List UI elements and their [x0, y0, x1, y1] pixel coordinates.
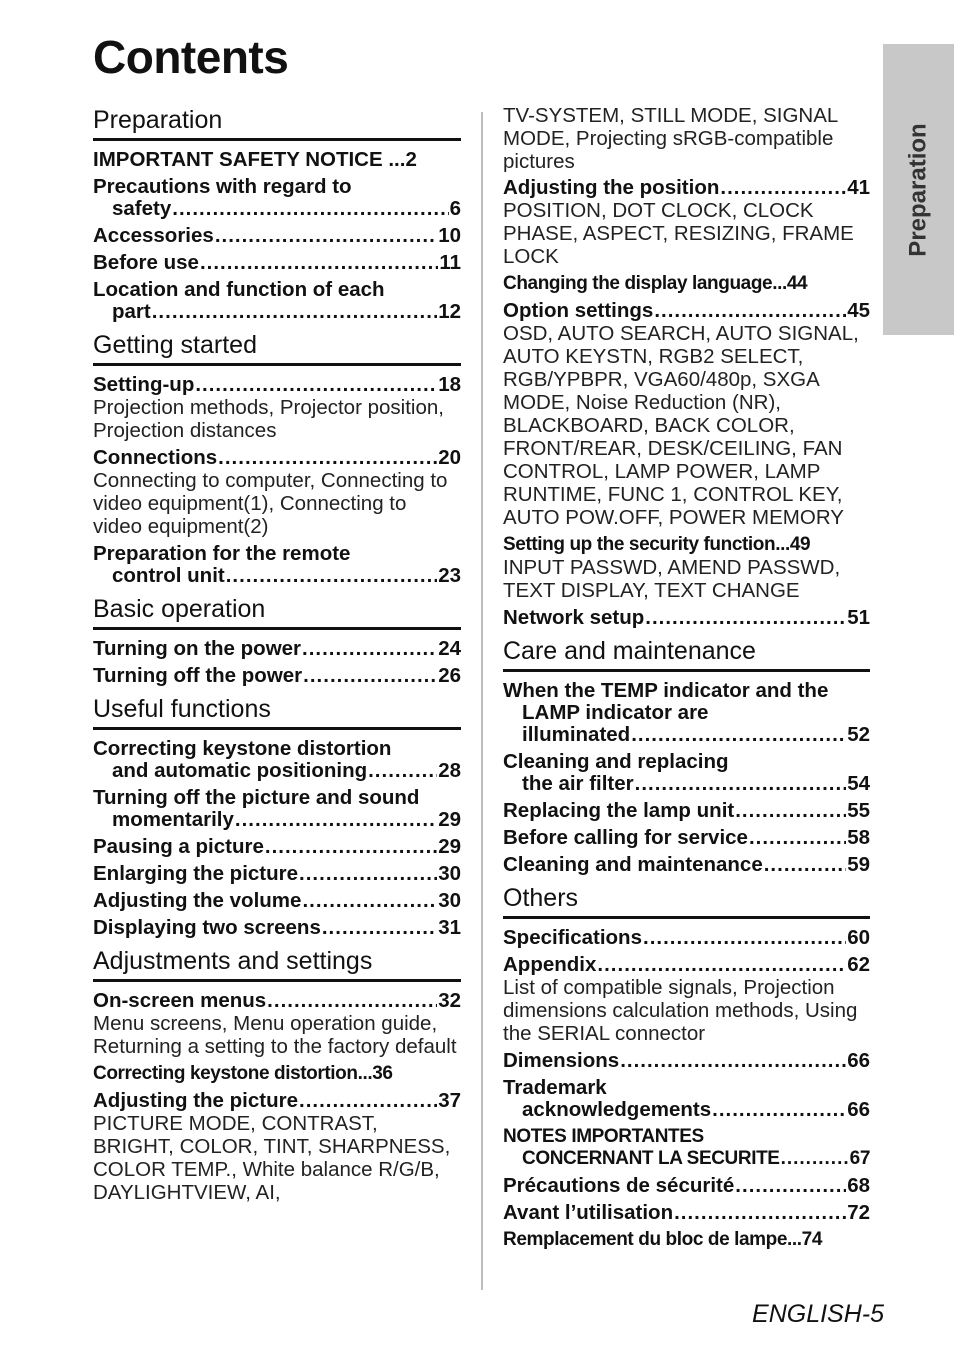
- toc-entry[interactable]: [503, 1050, 870, 1072]
- toc-entry-line: [93, 374, 461, 396]
- toc-entry-title: Precautions with regard to: [93, 175, 352, 198]
- toc-entry-title: Correcting keystone distortion: [93, 737, 392, 760]
- dot-leader: [302, 890, 437, 912]
- toc-section: [93, 104, 461, 323]
- toc-entry-title: Enlarging the picture: [93, 862, 299, 885]
- toc-entry-title: Setting up the security function...49: [503, 534, 811, 555]
- toc-entry-line: [503, 827, 870, 849]
- toc-entry-title: Displaying two screens: [93, 916, 321, 939]
- dot-leader: [781, 1148, 849, 1170]
- toc-entry[interactable]: [503, 751, 870, 795]
- toc-entry-line: [503, 177, 870, 199]
- toc-entry-title: Connections: [93, 446, 218, 469]
- toc-entry-title: Changing the display language...44: [503, 273, 808, 294]
- toc-page-number: 41: [847, 176, 870, 199]
- toc-entry[interactable]: [503, 927, 870, 949]
- dot-leader: [218, 447, 437, 469]
- toc-entry-title: CONCERNANT LA SECURITE: [522, 1148, 780, 1169]
- dot-leader: [645, 607, 846, 629]
- toc-entry[interactable]: [93, 1090, 461, 1204]
- toc-entry-line: [93, 1090, 461, 1112]
- toc-page-number: 29: [438, 835, 461, 858]
- toc-entry-title: Preparation for the remote: [93, 542, 351, 565]
- toc-entry-line: [503, 773, 870, 795]
- toc-page-number: 51: [847, 606, 870, 629]
- dot-leader: [631, 724, 846, 746]
- toc-page-number: 31: [438, 916, 461, 939]
- toc-entry-title: Specifications: [503, 926, 642, 949]
- toc-section: [93, 693, 461, 939]
- toc-entry-line: [503, 1050, 870, 1072]
- toc-entry-line: [503, 1099, 870, 1121]
- toc-entry-line: [93, 565, 461, 587]
- toc-page-number: 24: [438, 637, 461, 660]
- dot-leader: [195, 374, 437, 396]
- dot-leader: [643, 927, 846, 949]
- toc-entry[interactable]: [93, 447, 461, 538]
- toc-entry[interactable]: [503, 1077, 870, 1121]
- toc-page-number: 37: [438, 1089, 461, 1112]
- dot-leader: [368, 760, 437, 782]
- toc-entry-title: Replacing the lamp unit: [503, 799, 735, 822]
- toc-entry-title: On-screen menus: [93, 989, 267, 1012]
- dot-leader: [749, 827, 846, 849]
- toc-entry-line: [503, 927, 870, 949]
- toc-page-number: 32: [438, 989, 461, 1012]
- toc-entry-title: Turning off the picture and sound: [93, 786, 420, 809]
- toc-entry-title: Remplacement du bloc de lampe...74: [503, 1229, 823, 1250]
- toc-entry-description: POSITION, DOT CLOCK, CLOCK PHASE, ASPECT, RESIZING, FRAME LOCK: [503, 199, 854, 268]
- page-footer: ENGLISH-5: [752, 1300, 884, 1328]
- toc-entry-title: the air filter: [522, 772, 634, 795]
- section-side-tab: [883, 44, 954, 335]
- toc-page-number: 67: [849, 1148, 870, 1169]
- toc-entry-line: [503, 273, 870, 295]
- toc-entry-title: Before use: [93, 251, 199, 274]
- toc-entry-description: PICTURE MODE, CONTRAST, BRIGHT, COLOR, TINT, SHARPNESS, COLOR TEMP., White balance R/G/B, DAYLIGHTVIEW, AI,: [93, 1112, 451, 1204]
- toc-entry-description: INPUT PASSWD, AMEND PASSWD, TEXT DISPLAY, TEXT CHANGE: [503, 556, 841, 602]
- toc-page-number: 54: [847, 772, 870, 795]
- toc-entry[interactable]: [503, 827, 870, 849]
- dot-leader: [172, 198, 448, 220]
- toc-entry[interactable]: [503, 534, 870, 602]
- toc-entry-line: [93, 198, 461, 220]
- toc-entry-title: Dimensions: [503, 1049, 620, 1072]
- continued-description: TV-SYSTEM, STILL MODE, SIGNAL MODE, Projecting sRGB-compatible pictures: [503, 104, 838, 173]
- toc-entry[interactable]: [93, 1063, 461, 1085]
- section-heading: Care and maintenance: [503, 635, 870, 672]
- toc-entry-title: Location and function of each: [93, 278, 385, 301]
- section-heading: Adjustments and settings: [93, 945, 461, 982]
- toc-entry-line: [93, 760, 461, 782]
- toc-entry[interactable]: [93, 252, 461, 274]
- toc-entry-title: LAMP indicator are: [522, 701, 709, 724]
- toc-entry[interactable]: [93, 787, 461, 831]
- toc-entry-line: [93, 638, 461, 660]
- section-heading: Basic operation: [93, 593, 461, 630]
- toc-entry-title: control unit: [112, 564, 225, 587]
- toc-entry-line: [93, 543, 461, 565]
- section-heading: Getting started: [93, 329, 461, 366]
- toc-entry-line: [93, 149, 461, 171]
- toc-entry-line: [93, 225, 461, 247]
- toc-entry-title: Option settings: [503, 299, 654, 322]
- dot-leader: [674, 1202, 846, 1224]
- toc-entry[interactable]: [93, 890, 461, 912]
- toc-page-number: 6: [449, 197, 461, 220]
- toc-entry-line: [503, 1148, 870, 1170]
- toc-page-number: 55: [847, 799, 870, 822]
- toc-entry[interactable]: [93, 738, 461, 782]
- toc-entry-line: [503, 1077, 870, 1099]
- toc-entry[interactable]: [93, 990, 461, 1058]
- left-column: [93, 104, 461, 1210]
- toc-entry-title: acknowledgements: [522, 1098, 712, 1121]
- toc-entry-line: [93, 252, 461, 274]
- dot-leader: [215, 225, 437, 247]
- toc-entry[interactable]: [503, 273, 870, 295]
- toc-page-number: 52: [847, 723, 870, 746]
- toc-entry-line: [503, 1202, 870, 1224]
- side-tab-label: Preparation: [904, 122, 932, 257]
- dot-leader: [267, 990, 437, 1012]
- toc-page-number: 10: [438, 224, 461, 247]
- toc-entry[interactable]: [503, 1175, 870, 1197]
- dot-leader: [764, 854, 846, 876]
- dot-leader: [152, 301, 437, 323]
- toc-entry[interactable]: [93, 279, 461, 323]
- dot-leader: [654, 300, 846, 322]
- toc-entry[interactable]: [503, 1229, 870, 1251]
- toc-entry[interactable]: [503, 300, 870, 529]
- dot-leader: [712, 1099, 846, 1121]
- dot-leader: [235, 809, 437, 831]
- toc-section: [503, 882, 870, 1251]
- toc-section: [93, 593, 461, 687]
- toc-entry-line: [503, 300, 870, 322]
- toc-entry-line: [503, 702, 870, 724]
- dot-leader: [299, 863, 437, 885]
- toc-entry-line: [93, 890, 461, 912]
- toc-entry-line: [93, 279, 461, 301]
- toc-entry-title: Adjusting the picture: [93, 1089, 298, 1112]
- toc-page-number: 30: [438, 889, 461, 912]
- toc-entry-title: Setting-up: [93, 373, 195, 396]
- toc-entry[interactable]: [503, 607, 870, 629]
- toc-entry[interactable]: [93, 176, 461, 220]
- section-heading: Useful functions: [93, 693, 461, 730]
- toc-entry-title: IMPORTANT SAFETY NOTICE ...2: [93, 148, 417, 171]
- toc-entry[interactable]: [503, 954, 870, 1045]
- toc-entry-title: Cleaning and maintenance: [503, 853, 763, 876]
- toc-page-number: 58: [847, 826, 870, 849]
- toc-entry-title: Cleaning and replacing: [503, 750, 729, 773]
- toc-entry-title: illuminated: [522, 723, 631, 746]
- toc-entry-line: [503, 680, 870, 702]
- toc-page-number: 59: [847, 853, 870, 876]
- toc-entry-line: [93, 917, 461, 939]
- toc-entry-title: Network setup: [503, 606, 645, 629]
- toc-entry[interactable]: [93, 149, 461, 171]
- toc-entry-title: safety: [112, 197, 172, 220]
- dot-leader: [226, 565, 437, 587]
- toc-entry-description: List of compatible signals, Projection dimensions calculation methods, Using the SERIAL connector: [503, 976, 858, 1045]
- toc-entry-title: Appendix: [503, 953, 597, 976]
- toc-entry-line: [503, 1229, 870, 1251]
- toc-entry-line: [93, 1063, 461, 1085]
- toc-page-number: 26: [438, 664, 461, 687]
- toc-section: [93, 329, 461, 587]
- toc-entry-title: and automatic positioning: [112, 759, 368, 782]
- toc-entry-description: Menu screens, Menu operation guide, Returning a setting to the factory default: [93, 1012, 457, 1058]
- toc-entry-line: [93, 836, 461, 858]
- toc-entry-line: [503, 751, 870, 773]
- toc-entry-title: Adjusting the position: [503, 176, 720, 199]
- toc-entry[interactable]: [93, 917, 461, 939]
- toc-entry-title: Correcting keystone distortion...36: [93, 1063, 393, 1084]
- toc-entry-title: NOTES IMPORTANTES: [503, 1126, 704, 1147]
- toc-entry[interactable]: [503, 177, 870, 268]
- toc-entry-description: OSD, AUTO SEARCH, AUTO SIGNAL, AUTO KEYSTN, RGB2 SELECT, RGB/YPBPR, VGA60/480p, SXGA MODE, Noise Reduction (NR), BLACKBOARD, BACK COLOR, FRONT/REAR, DESK/CEILING, FAN CONTROL, LAMP POWER, LAMP RUNTIME, FUNC 1, CONTROL KEY, AUTO POW.OFF, POWER MEMORY: [503, 322, 859, 529]
- toc-entry-title: part: [112, 300, 151, 323]
- toc-entry[interactable]: [93, 665, 461, 687]
- dot-leader: [620, 1050, 846, 1072]
- toc-entry-title: Pausing a picture: [93, 835, 264, 858]
- toc-page-number: 62: [847, 953, 870, 976]
- toc-entry[interactable]: [93, 863, 461, 885]
- toc-entry-title: Trademark: [503, 1076, 607, 1099]
- toc-entry[interactable]: [93, 374, 461, 442]
- toc-entry[interactable]: [503, 1126, 870, 1170]
- toc-section: [93, 945, 461, 1204]
- toc-entry-line: [503, 1175, 870, 1197]
- toc-section: [503, 177, 870, 629]
- toc-page-number: 29: [438, 808, 461, 831]
- toc-entry-line: [93, 447, 461, 469]
- toc-page-number: 68: [847, 1174, 870, 1197]
- toc-entry[interactable]: [503, 800, 870, 822]
- section-heading: Others: [503, 882, 870, 919]
- toc-entry-line: [93, 809, 461, 831]
- toc-entry-line: [503, 854, 870, 876]
- toc-page-number: 11: [439, 251, 461, 274]
- toc-page-number: 18: [438, 373, 461, 396]
- toc-entry-line: [503, 534, 870, 556]
- toc-entry-title: When the TEMP indicator and the: [503, 679, 829, 702]
- dot-leader: [635, 773, 847, 795]
- toc-entry[interactable]: [93, 225, 461, 247]
- toc-entry-title: Avant l’utilisation: [503, 1201, 674, 1224]
- dot-leader: [265, 836, 437, 858]
- toc-entry-title: momentarily: [112, 808, 234, 831]
- toc-entry-line: [503, 1126, 870, 1148]
- toc-entry[interactable]: [503, 854, 870, 876]
- toc-entry[interactable]: [503, 1202, 870, 1224]
- toc-entry-line: [503, 724, 870, 746]
- toc-entry[interactable]: [93, 543, 461, 587]
- toc-entry-line: [93, 301, 461, 323]
- toc-entry-description: Projection methods, Projector position, Projection distances: [93, 396, 444, 442]
- toc-entry[interactable]: [93, 836, 461, 858]
- toc-page-number: 66: [847, 1098, 870, 1121]
- toc-section: [503, 635, 870, 876]
- page-title: Contents: [93, 31, 289, 83]
- toc-entry-title: Before calling for service: [503, 826, 748, 849]
- dot-leader: [735, 800, 846, 822]
- dot-leader: [302, 638, 437, 660]
- toc-entry-title: Précautions de sécurité: [503, 1174, 735, 1197]
- toc-entry-title: Adjusting the volume: [93, 889, 302, 912]
- right-column: [503, 104, 870, 1257]
- toc-entry-line: [503, 954, 870, 976]
- dot-leader: [322, 917, 437, 939]
- toc-entry-line: [93, 990, 461, 1012]
- dot-leader: [735, 1175, 846, 1197]
- toc-entry[interactable]: [503, 680, 870, 746]
- dot-leader: [720, 177, 846, 199]
- toc-page-number: 72: [847, 1201, 870, 1224]
- section-heading: Preparation: [93, 104, 461, 141]
- toc-entry[interactable]: [93, 638, 461, 660]
- toc-page-number: 60: [847, 926, 870, 949]
- toc-page-number: 12: [438, 300, 461, 323]
- toc-entry-line: [93, 665, 461, 687]
- toc-entry-line: [93, 787, 461, 809]
- toc-entry-line: [93, 176, 461, 198]
- toc-entry-title: Accessories: [93, 224, 214, 247]
- toc-entry-title: Turning on the power: [93, 637, 302, 660]
- toc-entry-title: Turning off the power: [93, 664, 303, 687]
- toc-page-number: 66: [847, 1049, 870, 1072]
- toc-entry-description: Connecting to computer, Connecting to video equipment(1), Connecting to video equipment(2): [93, 469, 448, 538]
- toc-page-number: 30: [438, 862, 461, 885]
- column-divider: [481, 112, 483, 1290]
- toc-page-number: 23: [438, 564, 461, 587]
- toc-entry-line: [503, 800, 870, 822]
- toc-page-number: 28: [438, 759, 461, 782]
- dot-leader: [597, 954, 846, 976]
- toc-entry-line: [93, 863, 461, 885]
- toc-entry-line: [503, 607, 870, 629]
- toc-page-number: 20: [438, 446, 461, 469]
- dot-leader: [303, 665, 437, 687]
- dot-leader: [200, 252, 438, 274]
- toc-page-number: 45: [847, 299, 870, 322]
- dot-leader: [299, 1090, 437, 1112]
- toc-entry-line: [93, 738, 461, 760]
